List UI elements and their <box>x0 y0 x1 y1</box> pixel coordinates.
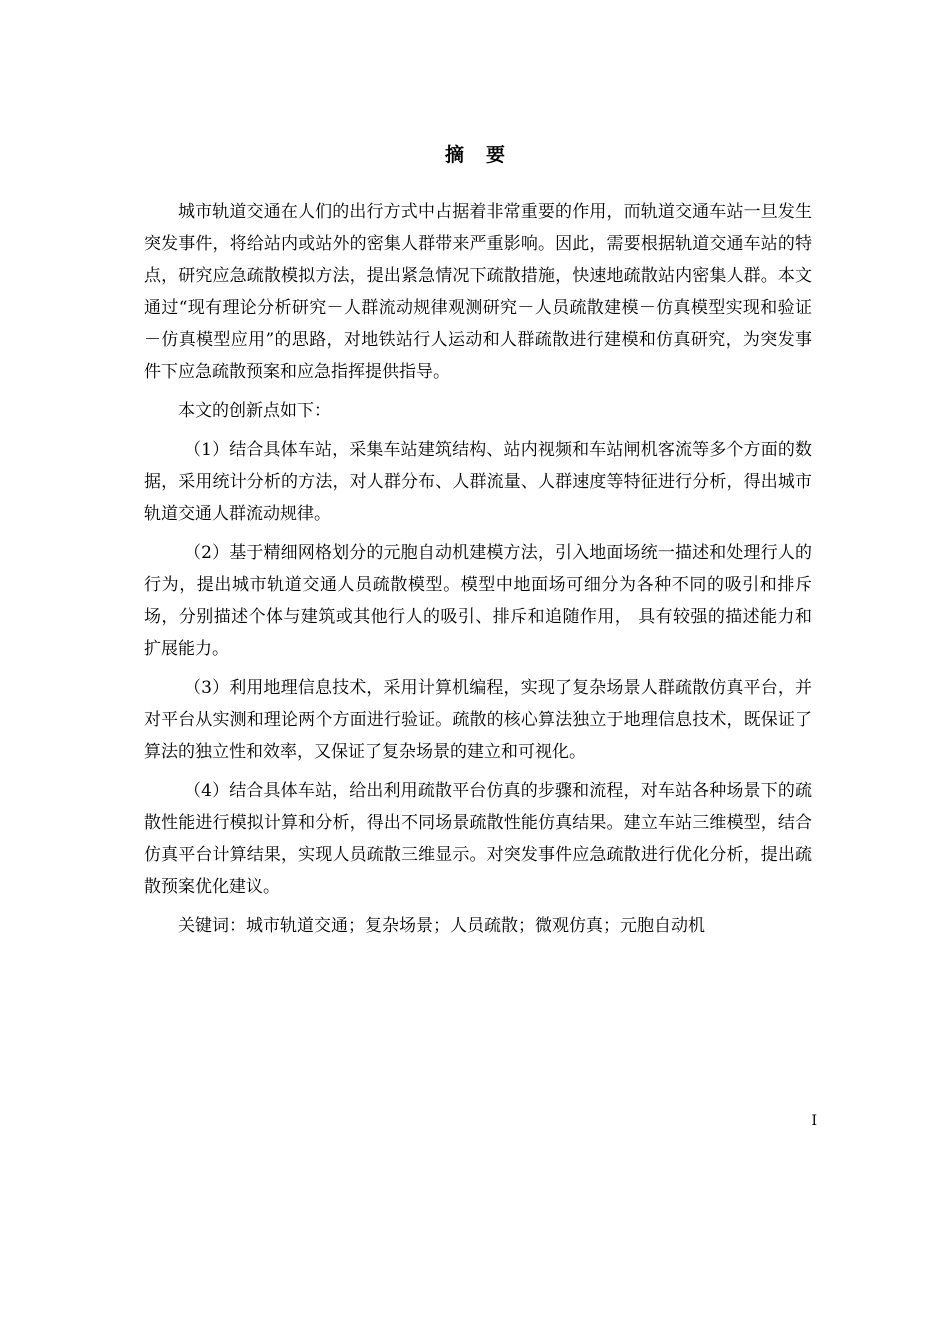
innovation-item-4: （4）结合具体车站，给出利用疏散平台仿真的步骤和流程，对车站各种场景下的疏散性能进行模拟计算和分析，得出不同场景疏散性能仿真结果。建立车站三维模型，结合仿真平台计算结果，实现人员疏散三维显示。对突发事件应急疏散进行优化分析，提出疏散预案优化建议。 <box>144 781 812 897</box>
innovation-item-3: （3）利用地理信息技术，采用计算机编程，实现了复杂场景人群疏散仿真平台，并对平台从实测和理论两个方面进行验证。疏散的核心算法独立于地理信息技术，既保证了算法的独立性和效率，又保证了复杂场景的建立和可视化。 <box>144 678 812 762</box>
abstract-title: 摘要 <box>444 144 527 166</box>
keywords-line: 关键词：城市轨道交通；复杂场景；人员疏散；微观仿真；元胞自动机 <box>178 916 705 936</box>
innovation-item-2: （2）基于精细网格划分的元胞自动机建模方法，引入地面场统一描述和处理行人的行为，提出城市轨道交通人员疏散模型。模型中地面场可细分为各种不同的吸引和排斥场，分别描述个体与建筑或其他行人的吸引、排斥和追随作用， 具有较强的描述能力和扩展能力。 <box>144 543 812 659</box>
abstract-body <box>144 196 812 942</box>
innovation-intro: 本文的创新点如下： <box>178 401 331 421</box>
abstract-paragraph-main: 城市轨道交通在人们的出行方式中占据着非常重要的作用，而轨道交通车站一旦发生突发事件，将给站内或站外的密集人群带来严重影响。因此，需要根据轨道交通车站的特点，研究应急疏散模拟方法，提出紧急情况下疏散措施，快速地疏散站内密集人群。本文通过“现有理论分析研究－人群流动规律观测研究－人员疏散建模－仿真模型实现和验证－仿真模型应用”的思路，对地铁站行人运动和人群疏散进行建模和仿真研究，为突发事件下应急疏散预案和应急指挥提供指导。 <box>144 202 812 382</box>
innovation-item-1: （1）结合具体车站，采集车站建筑结构、站内视频和车站闸机客流等多个方面的数据，采用统计分析的方法，对人群分布、人群流量、人群速度等特征进行分析，得出城市轨道交通人群流动规律。 <box>144 440 812 524</box>
page-number: I <box>811 1113 817 1129</box>
